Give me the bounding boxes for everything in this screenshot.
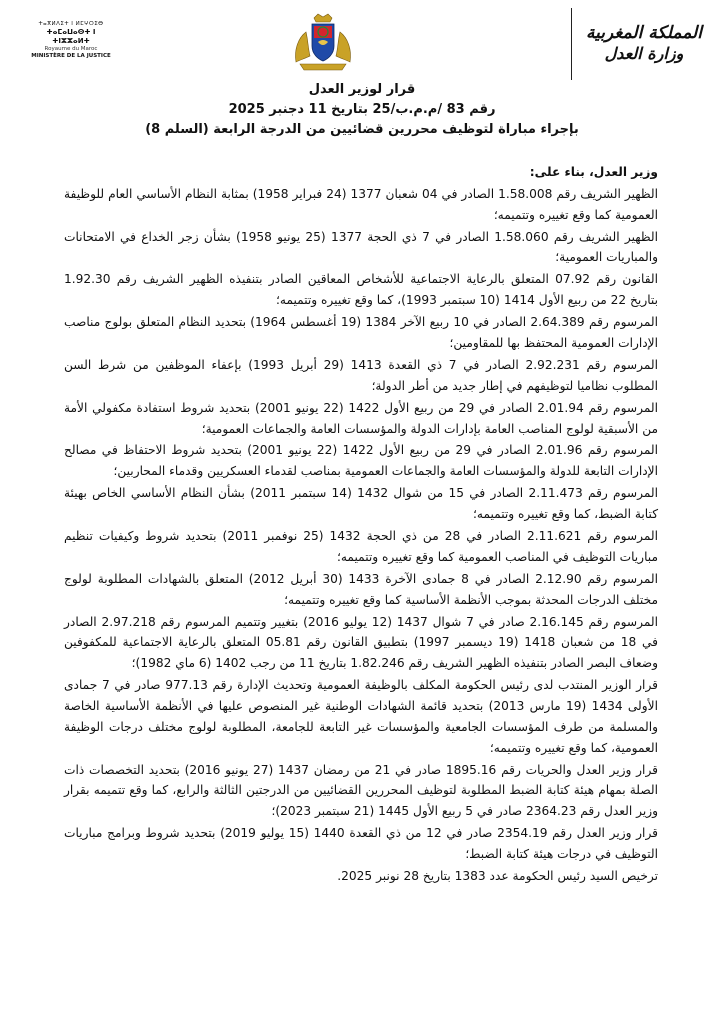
decision-title-block xyxy=(60,80,664,140)
legal-reference-paragraph: القانون رقم 07.92 المتعلق بالرعاية الاجتماعية للأشخاص المعاقين الصادر بتنفيذه الظهير الشريف رقم 1.92.30 بتاريخ 22 من ربيع الأول 1414 (10 سبتمبر 1993)، كما وقع تغييره وتتميمه؛ xyxy=(64,272,658,308)
legal-reference-paragraph: المرسوم رقم 2.16.145 صادر في 7 شوال 1437 (12 يوليو 2016) بتغيير وتتميم المرسوم رقم 2.97.218 الصادر في 18 من شعبان 1418 (19 ديسمبر 1997) بتطبيق القانون رقم 05.81 المتعلق بالرعاية الاجتماعية للمكفوفين وضعاف البصر الصادر بتنفيذه الظهير الشريف رقم 1.82.246 بتاريخ 11 من رجب 1402 (6 ماي 1982)؛ xyxy=(64,614,659,671)
decision-number-date: رقم 83 /م.م.ب/25 بتاريخ 11 دجنبر 2025 xyxy=(228,102,496,117)
french-ministry-label: MINISTÈRE DE LA JUSTICE xyxy=(31,53,111,59)
tifinagh-kingdom-label: ⵜⴰⴳⵍⴷⵉⵜ ⵏ ⵍⵎⵖⵔⵉⴱ xyxy=(38,21,104,27)
legal-reference-paragraph: المرسوم رقم 2.11.473 الصادر في 15 من شوال 1432 (14 سبتمبر 2011) بشأن النظام الأساسي الخاص بهيئة كتابة الضبط، كما وقع تغييره وتتميمه؛ xyxy=(64,486,658,522)
legal-reference-paragraph: المرسوم رقم 2.64.389 الصادر في 10 ربيع الآخر 1384 (19 أغسطس 1964) بتحديد النظام المتعلق بولوج مناصب الإدارات العمومية المحتفظ بها للمقاومين؛ xyxy=(64,315,658,350)
legal-reference-paragraph: قرار الوزير المنتدب لدى رئيس الحكومة المكلف بالوظيفة العمومية وتحديث الإدارة رقم 977.13 صادر في 7 جمادى الأولى 1434 (19 مارس 2013) بتحديد قائمة الشهادات الوطنية غير المنصوص عليها في الأنظمة الأساسية الخاصة والمسلمة من طرف المؤسسات الجامعية والمؤسسات غير التابعة للجامعة، المطلوبة لولوج مختلف درجات الوظيفة العمومية، كما وقع تغييره وتتميمه؛ xyxy=(64,678,658,755)
ministry-label: وزارة العدل xyxy=(604,44,684,63)
decision-subject: بإجراء مباراة لتوظيف محررين قضائيين من الدرجة الرابعة (السلم 8) xyxy=(145,122,579,137)
decision-title: قرار لوزير العدل xyxy=(308,82,416,97)
legal-reference-paragraph: الظهير الشريف رقم 1.58.008 الصادر في 04 شعبان 1377 (24 فبراير 1958) بمثابة النظام الأساسي العام للوظيفة العمومية كما وقع تغييره وتتميمه؛ xyxy=(64,186,658,222)
legal-reference-paragraph: المرسوم رقم 2.01.96 الصادر في 29 من ربيع الأول 1422 (22 يونيو 2001) بتحديد شروط الاحتفاظ في مصالح الإدارات التابعة للدولة والمؤسسات العامة والجماعات العمومية بمناصب لقدماء العسكريين وقدماء المحاربين؛ xyxy=(64,443,658,479)
legal-reference-paragraph: المرسوم رقم 2.01.94 الصادر في 29 من ربيع الأول 1422 (22 يونيو 2001) بتحديد شروط استفادة مكفولي الأمة من الأسبقية لولوج المناصب العامة بإدارات الدولة والمؤسسات العامة والجماعات العمومية؛ xyxy=(64,400,658,436)
legal-reference-paragraph: الظهير الشريف رقم 1.58.060 الصادر في 7 ذي الحجة 1377 (25 يونيو 1958) بشأن زجر الخداع في الامتحانات والمباريات العمومية؛ xyxy=(64,229,658,265)
legal-reference-paragraph: قرار وزير العدل والحريات رقم 1895.16 صادر في 21 من رمضان 1437 (27 يونيو 2016) بتحديد التخصصات ذات الصلة بمهام هيئة كتابة الضبط المطلوبة لتوظيف المحررين القضائيين من الدرجتين الثالثة والرابع، كما وقع تتميمه بقرار وزير العدل رقم 2364.23 صادر في 5 ربيع الأول 1445 (21 سبتمبر 2023)؛ xyxy=(64,762,658,819)
moroccan-coat-of-arms-icon xyxy=(290,12,356,74)
legal-reference-paragraph: المرسوم رقم 2.11.621 الصادر في 28 من ذي الحجة 1432 (25 نوفمبر 2011) بتحديد شروط وكيفيات تنظيم مباريات التوظيف في المناصب العمومية كما وقع تغييره وتتميمه؛ xyxy=(64,529,659,564)
legal-reference-paragraph: المرسوم رقم 2.12.90 الصادر في 8 جمادى الآخرة 1433 (30 أبريل 2012) المتعلق بالشهادات المطلوبة لولوج مختلف الدرجات المحدثة بموجب الأنظمة الأساسية كما وقع تغييره وتتميمه؛ xyxy=(64,571,658,607)
authorization-paragraph: ترخيص السيد رئيس الحكومة عدد 1383 بتاريخ 28 نونبر 2025. xyxy=(337,868,658,883)
decision-body xyxy=(64,162,658,888)
legal-reference-paragraph: قرار وزير العدل رقم 2354.19 صادر في 12 من ذي القعدة 1440 (15 يوليو 2019) بتحديد شروط وبرامج مباريات التوظيف في درجات هيئة كتابة الضبط؛ xyxy=(64,826,658,861)
intro-line: وزير العدل، بناء على: xyxy=(529,165,658,179)
header-ministry-block xyxy=(584,22,704,64)
header-french-block xyxy=(28,20,114,60)
kingdom-label: المملكة المغربية xyxy=(586,23,702,43)
legal-reference-paragraph: المرسوم رقم 2.92.231 الصادر في 7 ذي القعدة 1413 (29 أبريل 1993) بإعفاء الموظفين من شرط السن المطلوب نظاميا لتوظيفهم في إطار جديد من أطر الدولة؛ xyxy=(64,357,658,393)
french-kingdom-label: Royaume du Maroc xyxy=(44,46,98,52)
tifinagh-ministry-label: ⵜⴰⵎⴰⵡⴰⵙⵜ ⵏ ⵜⵏⵣⵣⴰⵍⵜ xyxy=(46,28,96,45)
header-divider xyxy=(571,8,572,80)
